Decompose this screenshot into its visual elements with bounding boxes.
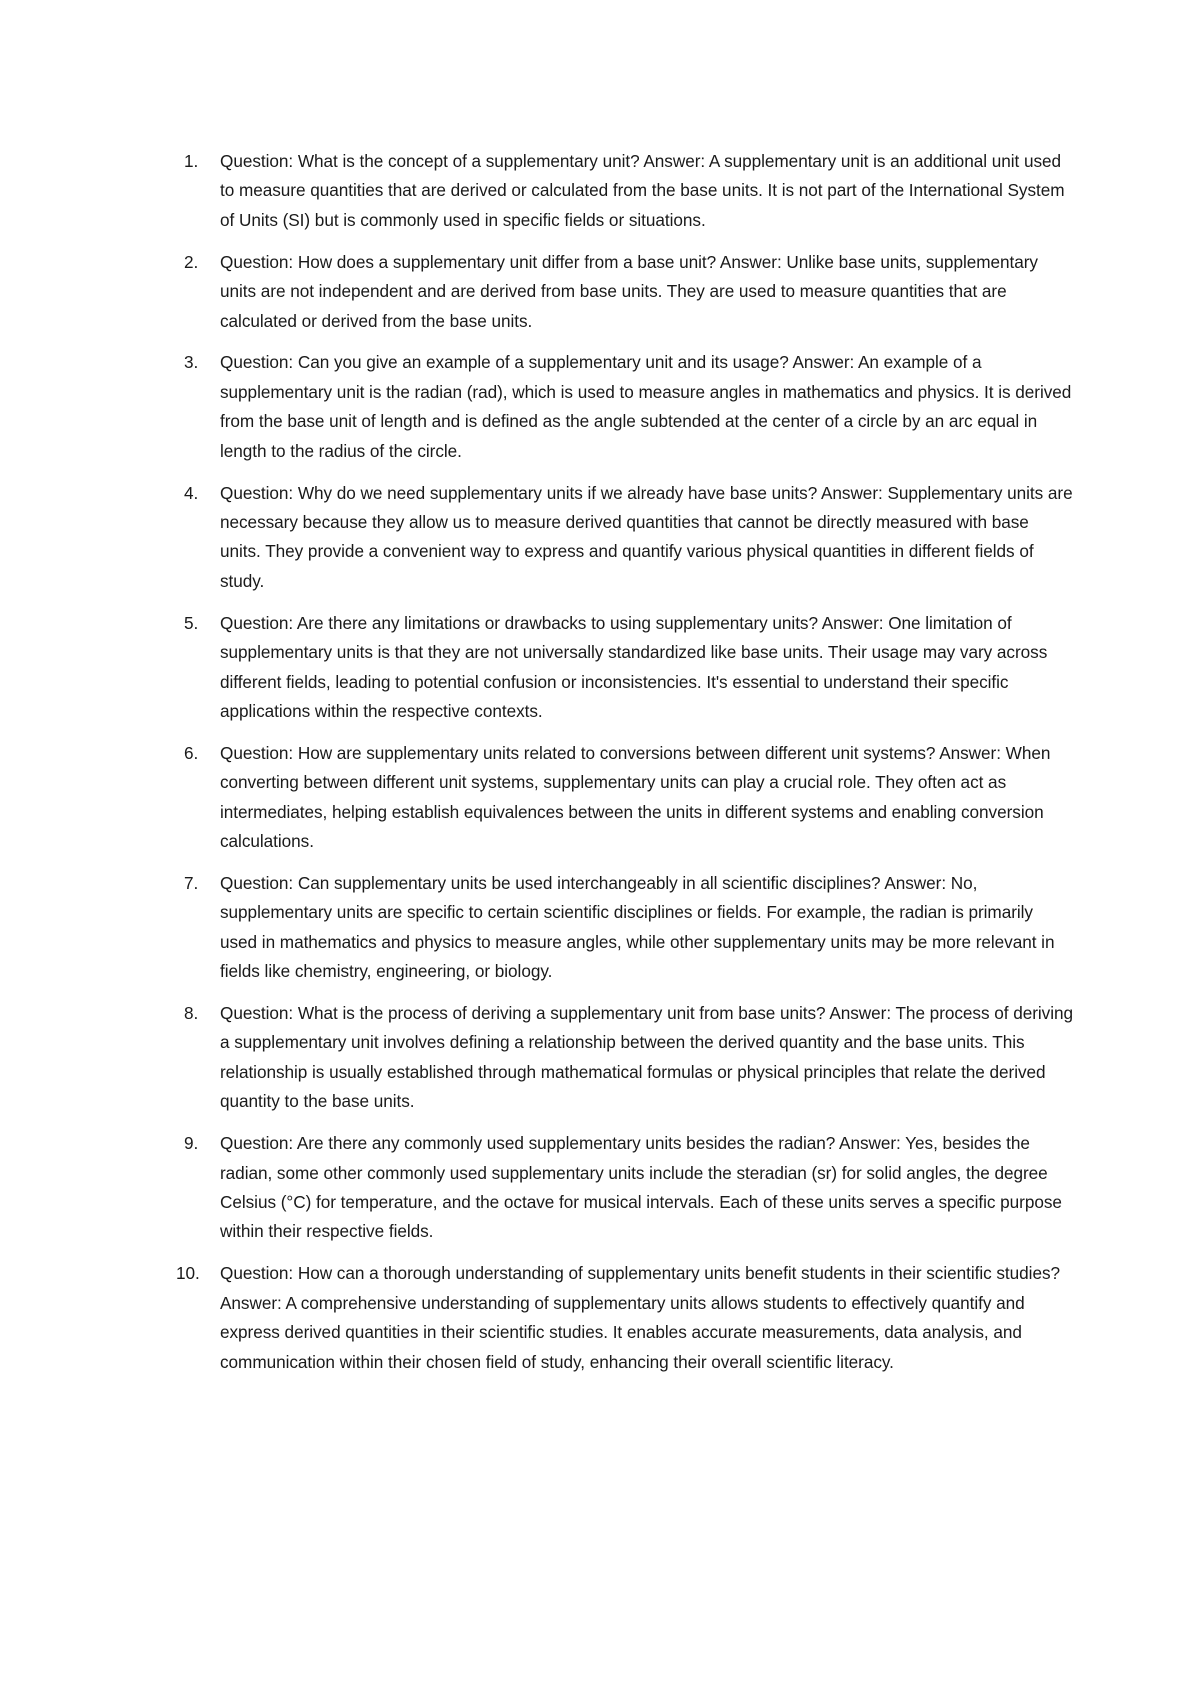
- item-text: Question: Why do we need supplementary units if we already have base units? Answer: Supplementary units are necessary because they allow us to measure derived quantities that cannot be directly measured with base units. They provide a convenient way to express and quantify various physical quantities in different fields of study.: [220, 482, 1073, 591]
- item-text: Question: How can a thorough understanding of supplementary units benefit students in their scientific studies? Answer: A comprehensive understanding of supplementary units allows students to effectively quantify and express derived quantities in their scientific studies. It enables accurate measurements, data analysis, and communication within their chosen field of study, enhancing their overall scientific literacy.: [220, 1263, 1061, 1372]
- item-number: 6.: [184, 742, 199, 763]
- item-number: 3.: [184, 352, 199, 373]
- item-text: Question: Are there any limitations or drawbacks to using supplementary units? Answer: One limitation of supplementary units is that they are not universally standardized like base units. Their usage may vary across different fields, leading to potential confusion or inconsistencies. It's essential to understand their specific applications within the respective contexts.: [220, 612, 1048, 721]
- list-item: [176, 1259, 1074, 1377]
- item-number: 8.: [184, 1003, 199, 1024]
- item-text: Question: How are supplementary units related to conversions between different unit systems? Answer: When converting between different unit systems, supplementary units can play a crucial role. They often act as intermediates, helping establish equivalences between the units in different systems and enabling conversion calculations.: [220, 742, 1051, 852]
- list-item: [184, 479, 1074, 597]
- list-item: [184, 609, 1074, 727]
- item-number: 1.: [184, 151, 199, 171]
- item-number: 10.: [176, 1263, 200, 1284]
- item-number: 2.: [184, 251, 199, 272]
- item-text: Question: What is the concept of a supplementary unit? Answer: A supplementary unit is an additional unit used to measure quantities that are derived or calculated from the base units. It is not part of the International System of Units (SI) but is commonly used in specific fields or situations.: [220, 151, 1065, 230]
- list-item: [184, 1129, 1074, 1247]
- list-item: [184, 348, 1074, 466]
- item-number: 9.: [184, 1133, 199, 1154]
- item-text: Question: What is the process of deriving a supplementary unit from base units? Answer: The process of deriving a supplementary unit involves defining a relationship between the derived quantity and the base units. This relationship is usually established through mathematical formulas or physical principles that relate the derived quantity to the base units.: [220, 1003, 1073, 1112]
- list-item: [184, 147, 1074, 235]
- item-number: 5.: [184, 612, 199, 633]
- item-text: Question: Can you give an example of a supplementary unit and its usage? Answer: An example of a supplementary unit is the radian (rad), which is used to measure angles in mathematics and physics. It is derived from the base unit of length and is defined as the angle subtended at the center of a circle by an arc equal in length to the radius of the circle.: [220, 352, 1072, 461]
- list-item: [184, 869, 1074, 987]
- item-number: 7.: [184, 872, 199, 893]
- qa-list: [176, 147, 1074, 1389]
- list-item: [184, 999, 1074, 1117]
- list-item: [184, 248, 1074, 336]
- list-item: [184, 739, 1074, 857]
- item-text: Question: How does a supplementary unit differ from a base unit? Answer: Unlike base units, supplementary units are not independent and are derived from base units. They are used to measure quantities that are calculated or derived from the base units.: [220, 251, 1038, 331]
- item-number: 4.: [184, 482, 199, 503]
- item-text: Question: Can supplementary units be used interchangeably in all scientific disciplines? Answer: No, supplementary units are specific to certain scientific disciplines or fields. For example, the radian is primarily used in mathematics and physics to measure angles, while other supplementary units may be more relevant in fields like chemistry, engineering, or biology.: [220, 872, 1055, 982]
- item-text: Question: Are there any commonly used supplementary units besides the radian? Answer: Yes, besides the radian, some other commonly used supplementary units include the steradian (sr) for solid angles, the degree Celsius (°C) for temperature, and the octave for musical intervals. Each of these units serves a specific purpose within their respective fields.: [220, 1133, 1062, 1242]
